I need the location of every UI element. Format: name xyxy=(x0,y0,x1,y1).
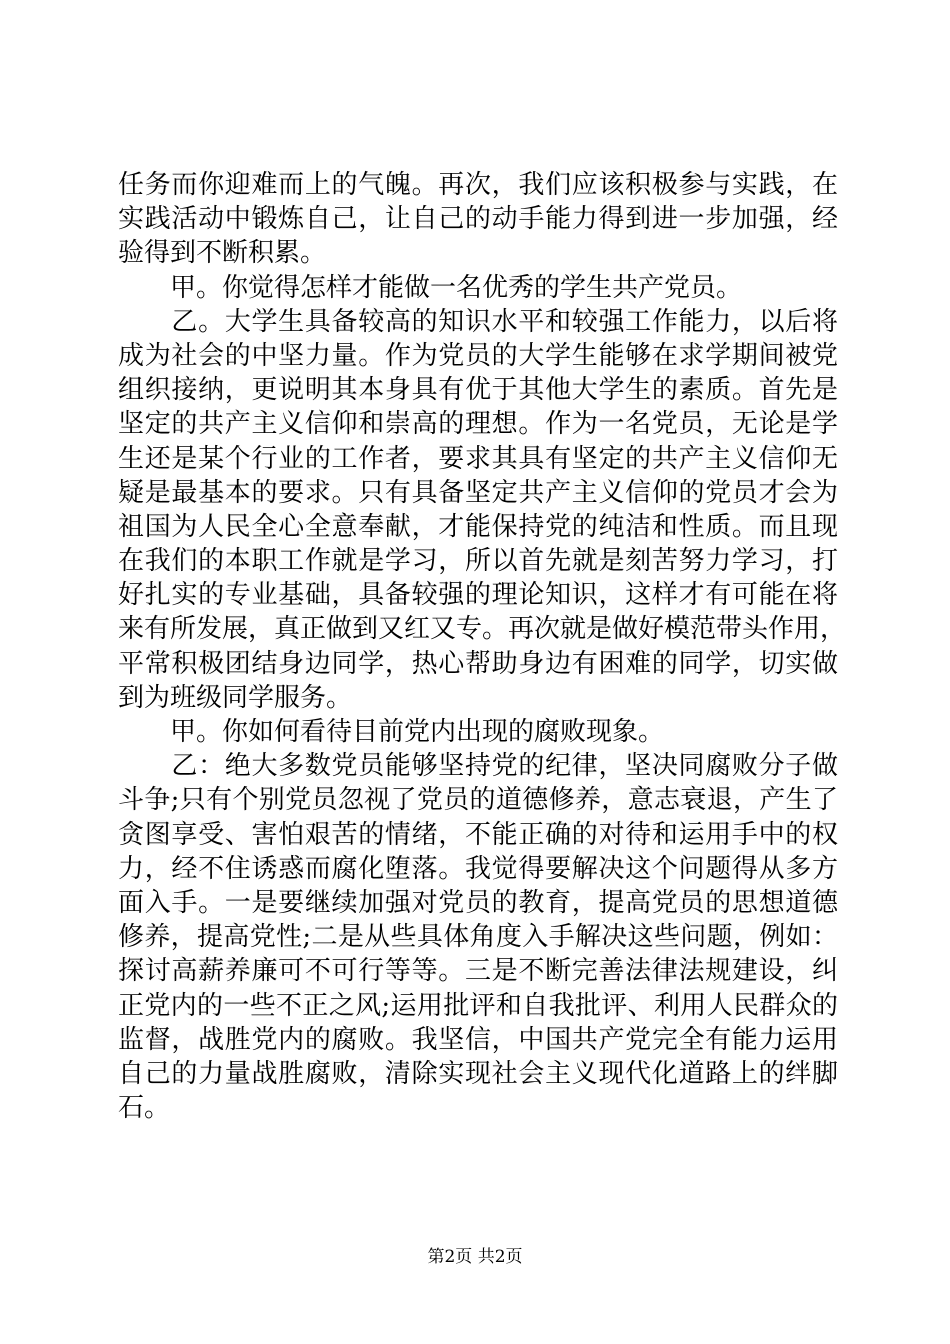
text-line: 在我们的本职工作就是学习，所以首先就是刻苦努力学习，打 xyxy=(118,546,838,577)
text-line: 石。 xyxy=(118,1093,171,1124)
text-line: 疑是最基本的要求。只有具备坚定共产主义信仰的党员才会为 xyxy=(118,477,838,508)
text-line: 平常积极团结身边同学，热心帮助身边有困难的同学，切实做 xyxy=(118,648,838,679)
text-line: 甲。你如何看待目前党内出现的腐败现象。 xyxy=(118,717,665,747)
text-line: 成为社会的中坚力量。作为党员的大学生能够在求学期间被党 xyxy=(118,340,838,371)
page-footer: 第2页 共2页 xyxy=(427,1247,523,1267)
text-line: 自己的力量战胜腐败，清除实现社会主义现代化道路上的绊脚 xyxy=(118,1058,838,1089)
text-line: 好扎实的专业基础，具备较强的理论知识，这样才有可能在将 xyxy=(118,580,838,611)
text-line: 坚定的共产主义信仰和崇高的理想。作为一名党员，无论是学 xyxy=(118,409,838,440)
text-line: 任务而你迎难而上的气魄。再次，我们应该积极参与实践，在 xyxy=(118,170,838,200)
text-line: 甲。你觉得怎样才能做一名优秀的学生共产党员。 xyxy=(118,272,743,303)
text-line: 修养，提高党性;二是从些具体角度入手解决这些问题，例如： xyxy=(118,922,838,953)
text-line: 实践活动中锻炼自己，让自己的动手能力得到进一步加强，经 xyxy=(118,204,838,235)
text-line: 组织接纳，更说明其本身具有优于其他大学生的素质。首先是 xyxy=(118,375,838,406)
text-line: 生还是某个行业的工作者，要求其具有坚定的共产主义信仰无 xyxy=(118,443,838,474)
text-line: 探讨高薪养廉可不可行等等。三是不断完善法律法规建设，纠 xyxy=(118,956,838,987)
text-line: 斗争;只有个别党员忽视了党员的道德修养，意志衰退，产生了 xyxy=(118,785,838,816)
text-line: 正党内的一些不正之风;运用批评和自我批评、利用人民群众的 xyxy=(118,990,838,1021)
text-line: 验得到不断积累。 xyxy=(118,238,327,269)
text-line: 监督，战胜党内的腐败。我坚信，中国共产党完全有能力运用 xyxy=(118,1024,838,1055)
text-line: 乙：绝大多数党员能够坚持党的纪律，坚决同腐败分子做 xyxy=(118,751,838,782)
text-line: 祖国为人民全心全意奉献，才能保持党的纯洁和性质。而且现 xyxy=(118,511,838,542)
text-line: 到为班级同学服务。 xyxy=(118,682,353,713)
text-line: 贪图享受、害怕艰苦的情绪，不能正确的对待和运用手中的权 xyxy=(118,819,838,850)
document-body xyxy=(118,168,847,1125)
text-line: 乙。大学生具备较高的知识水平和较强工作能力，以后将 xyxy=(118,306,838,337)
text-line: 来有所发展，真正做到又红又专。再次就是做好模范带头作用， xyxy=(118,614,847,645)
text-line: 力，经不住诱惑而腐化堕落。我觉得要解决这个问题得从多方 xyxy=(118,853,838,884)
text-line: 面入手。一是要继续加强对党员的教育，提高党员的思想道德 xyxy=(118,887,838,918)
